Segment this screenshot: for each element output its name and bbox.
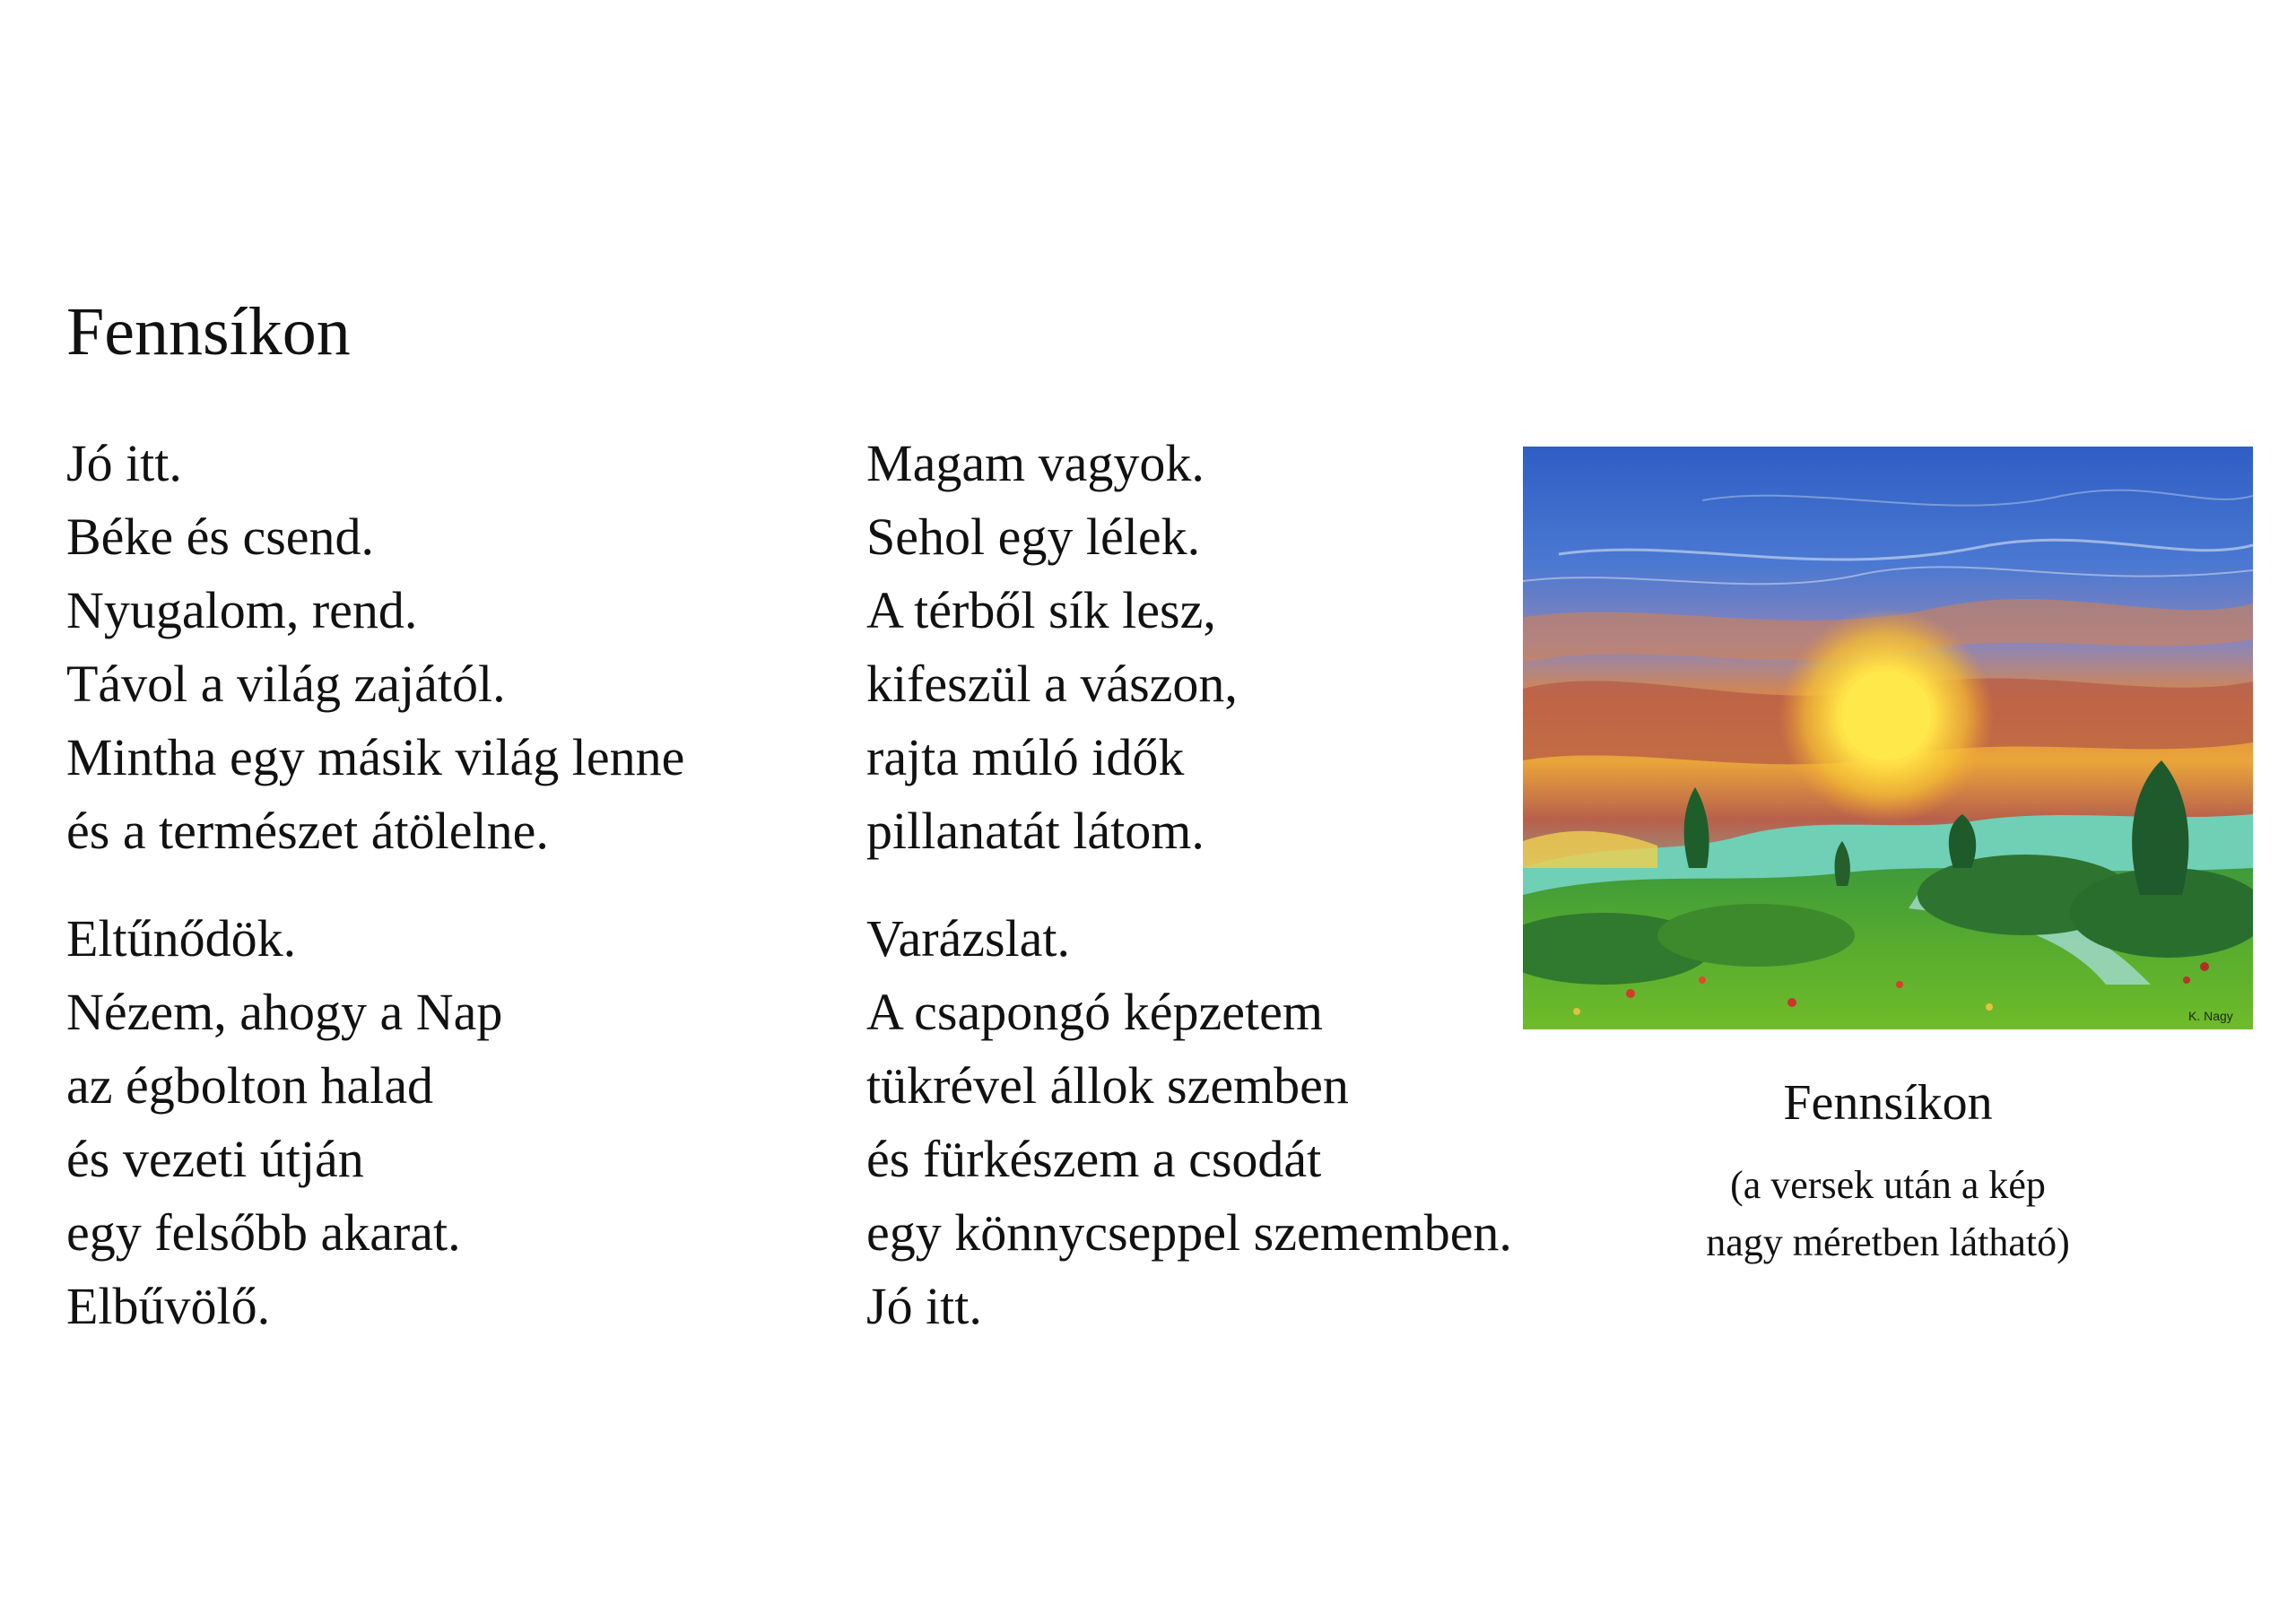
poem-line: Eltűnődök. [66, 909, 297, 968]
poem-stanza [866, 902, 1512, 1343]
landscape-painting [1523, 447, 2253, 1029]
poem-line: Távol a világ zajától. [66, 655, 506, 713]
poem-line: Béke és csend. [66, 508, 375, 566]
poem-line: rajta múló idők [866, 728, 1185, 786]
poem-line: Jó itt. [866, 1277, 982, 1335]
caption-note-line: (a versek után a kép [1730, 1163, 2046, 1207]
poem-line: és fürkészem a csodát [866, 1130, 1322, 1188]
poem-line: kifeszül a vászon, [866, 655, 1238, 713]
poem-line: Varázslat. [866, 909, 1071, 968]
poem-title: Fennsíkon [66, 294, 351, 369]
poem-stanza [66, 902, 684, 1343]
poem-line: A csapongó képzetem [866, 983, 1323, 1041]
poem-line: Elbűvölő. [66, 1277, 271, 1335]
poem-line: és vezeti útján [66, 1130, 364, 1188]
poem-right-column [866, 427, 1512, 1343]
poem-line: és a természet átölelne. [66, 802, 549, 860]
poem-line: az égbolton halad [66, 1056, 434, 1115]
poem-line: egy könnycseppel szememben. [866, 1203, 1512, 1262]
poem-left-column [66, 427, 684, 1343]
poem-line: Magam vagyok. [866, 434, 1205, 492]
painting-signature: K. Nagy [2188, 1009, 2233, 1023]
poem-line: Mintha egy másik világ lenne [66, 728, 685, 786]
painting-caption-note [1523, 1157, 2253, 1271]
poem-line: Sehol egy lélek. [866, 508, 1201, 566]
landscape-painting-svg [1523, 447, 2253, 1029]
poem-line: egy felsőbb akarat. [66, 1203, 461, 1262]
poem-line: pillanatát látom. [866, 802, 1205, 860]
poem-stanza [866, 427, 1512, 868]
poem-line: Nyugalom, rend. [66, 581, 418, 639]
caption-note-line: nagy méretben látható) [1706, 1220, 2070, 1264]
poem-line: A térből sík lesz, [866, 581, 1216, 639]
poem-line: Nézem, ahogy a Nap [66, 983, 503, 1041]
poem-line: tükrével állok szemben [866, 1056, 1349, 1115]
poem-line: Jó itt. [66, 434, 182, 492]
poem-stanza [66, 427, 684, 868]
painting-caption-title: Fennsíkon [1783, 1075, 1993, 1131]
